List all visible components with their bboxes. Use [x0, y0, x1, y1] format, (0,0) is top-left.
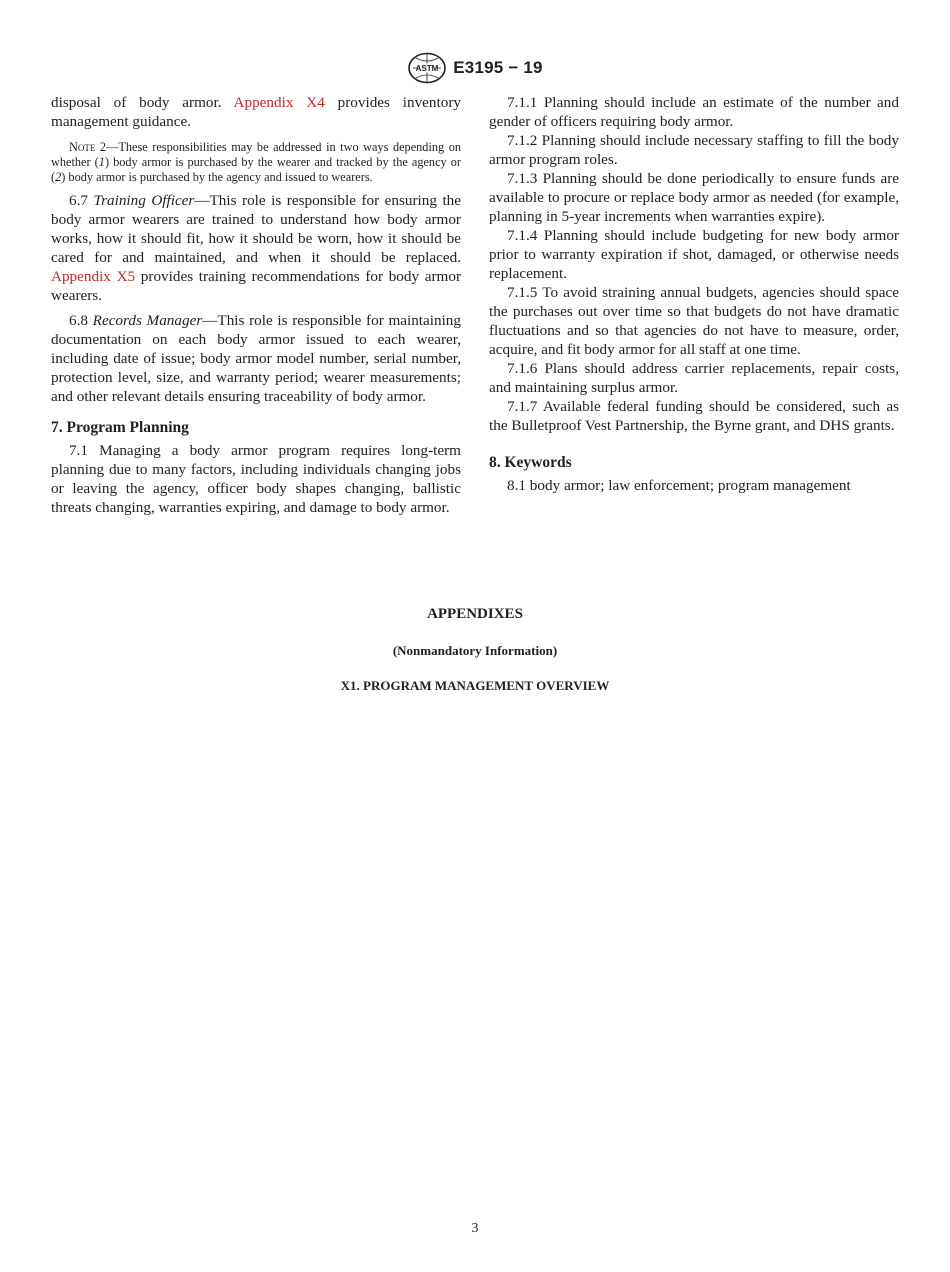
paragraph-7-1-6: 7.1.6 Plans should address carrier replacements, repair costs, and maintaining surplus armor.: [489, 360, 899, 396]
appendixes-title: APPENDIXES: [427, 606, 523, 622]
document-id: E3195 − 19: [453, 58, 543, 77]
paragraph-6-8: 6.8 Records Manager—This role is responsible for maintaining documentation on each body armor issued to each wearer, including date of issue; body armor model number, serial number, protection level, size, and warranty period; wearer measurements; and other relevant details ensuring traceability of body armor.: [51, 312, 461, 405]
paragraph-7-1-7: 7.1.7 Available federal funding should be considered, such as the Bulletproof Vest Partnership, the Byrne grant, and DHS grants.: [489, 398, 899, 434]
paragraph-7-1-1: 7.1.1 Planning should include an estimate of the number and gender of officers requiring body armor.: [489, 94, 899, 130]
paragraph-7-1-2: 7.1.2 Planning should include necessary staffing to fill the body armor program roles.: [489, 132, 899, 168]
right-column: [489, 93, 899, 495]
section-8-heading: 8. Keywords: [489, 454, 572, 471]
paragraph-6-6-continued: disposal of body armor. Appendix X4 provides inventory management guidance.: [51, 94, 461, 130]
page-header: [0, 52, 950, 84]
paragraph-6-7: 6.7 Training Officer—This role is responsible for ensuring the body armor wearers are trained to understand how body armor works, how it should fit, how it should be worn, how it should be cared for and maintained, and when it should be replaced. Appendix X5 provides training recommendations for body armor wearers.: [51, 192, 462, 304]
paragraph-7-1-5: 7.1.5 To avoid straining annual budgets, agencies should space the purchases out over time so that budgets do not have dramatic fluctuations and so that agencies do not have to measure, order, acquire, and fit body armor for all staff at one time.: [489, 284, 899, 358]
note-label: Note 2: [69, 140, 107, 154]
appendix-x5-link[interactable]: Appendix X5: [51, 268, 136, 285]
paragraph-7-1-4: 7.1.4 Planning should include budgeting for new body armor prior to warranty expiration if shot, damaged, or otherwise needs replacement.: [489, 227, 899, 282]
paragraph-7-1: 7.1 Managing a body armor program requires long-term planning due to many factors, including individuals changing jobs or leaving the agency, officer body shapes changing, ballistic threats changing, warranties expiring, and damage to body armor.: [51, 442, 461, 516]
page-number: 3: [471, 1221, 479, 1236]
note-2: Note 2—These responsibilities may be addressed in two ways depending on whether (1) body armor is purchased by the wearer and tracked by the agency or (2) body armor is purchased by the agency and issued to wearers.: [51, 140, 461, 184]
svg-text:ASTM: ASTM: [415, 64, 439, 73]
left-column: [51, 93, 461, 517]
astm-logo-icon: [407, 52, 447, 84]
paragraph-7-1-3: 7.1.3 Planning should be done periodically to ensure funds are available to procure or replace body armor as needed (for example, planning in 5-year increments when warranties expire).: [489, 170, 899, 225]
appendix-x1-heading: X1. PROGRAM MANAGEMENT OVERVIEW: [340, 678, 610, 693]
section-7-heading: 7. Program Planning: [51, 419, 189, 436]
appendix-x4-link[interactable]: Appendix X4: [233, 94, 325, 111]
paragraph-8-1: 8.1 body armor; law enforcement; program management: [507, 477, 851, 494]
appendixes-subtitle: (Nonmandatory Information): [392, 643, 558, 658]
